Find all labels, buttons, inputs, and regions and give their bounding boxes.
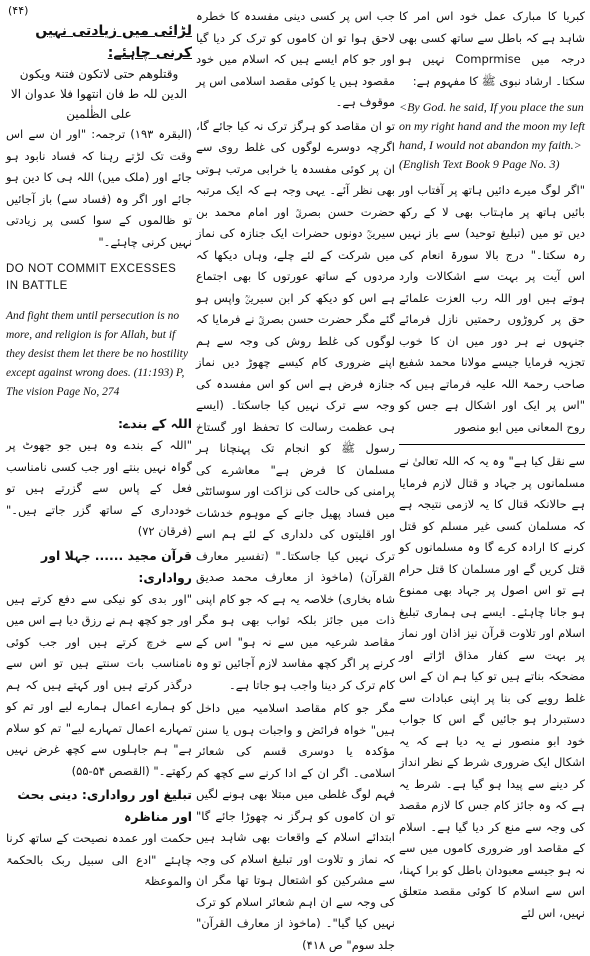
english-heading: DO NOT COMMIT EXCESSES IN BATTLE xyxy=(6,263,177,292)
english-quote: <By God. he said, If you place the sun on my right hand and the moon my left hand, I would not abandon my faith.> (English Text Book 9 Page No. 3) xyxy=(399,100,585,171)
left-paragraph-2: "اللہ کے بندے وہ ہیں جو جھوٹ پر گواہ نہیں بنتے اور جب کسی نامناسب فعل کے پاس سے گزرتے ہیں تو خودداری کے ساتھ گزر جاتے ہیں۔" (فرقان ۷۲) xyxy=(6,438,192,538)
left-paragraph-4: حکمت اور عمدہ نصیحت کے ساتھ کرنا چاہئے "ادع الی سبیل ربک بالحکمۃ والموعظۃ xyxy=(6,831,192,888)
middle-paragraph-3: مگر جو کام مقاصد اسلامیہ میں داخل ہیں" خواہ فرائض و واجبات ہوں یا سنن مؤکدہ یا دوسری قسم کی شعائر اسلامی۔ اگر ان کے ادا کرنے سے کچھ کم فہم لوگ غلطی میں مبتلا بھی ہونے لگیں تو ان کاموں کو ہرگز نہ چھوڑا جائے گا" ابتدائے اسلام کے واقعات بھی شاہد ہیں کہ نماز و تلاوت اور تبلیغ اسلام کی وجہ سے مشرکین کو اشتعال ہوتا تھا مگر ان کی وجہ سے ان اہم شعائر اسلام کو ترک نہیں کیا گیا"۔ (ماخوذ از معارف القرآن" جلد سوم" ص ۴۱۸) xyxy=(196,701,395,952)
right-column xyxy=(399,6,585,920)
page-number: (۴۴) xyxy=(8,4,29,17)
english-body: And fight them until persecution is no more, and religion is for Allah, but if they desist them let there be no hostility except against wrong does. (11:193) P, The vision Page No, 274 xyxy=(6,309,188,398)
middle-paragraph-2: تو ان مقاصد کو ہرگز ترک نہ کیا جائے گا، اگرچہ دوسرے لوگوں کی غلط روی سے ان پر کوئی مفسدہ یا خرابی مرتب ہوتی بھی نظر آئے۔ یہی وجہ ہے کہ ایک مرتبہ حضرت حسن بصریؒ اور امام محمد بن سیرینؒ دونوں حضرات ایک جنازہ کی نماز میں شرکت کے لئے چلے، وہاں دیکھا کہ مردوں کے ساتھ عورتوں کا بھی اجتماع ہے اس کو دیکھ کر ابن سیرینؒ واپس ہو گئے مگر حضرت حسن بصریؒ نے فرمایا کہ لوگوں کی غلط روش کی وجہ سے ہم اپنے ضروری کام کیسے چھوڑ دیں نماز جنازہ فرض ہے اس کو اس مفسدہ کی وجہ سے ترک نہیں کیا جاسکتا۔ (ایسے ہی عظمت رسالت کا تحفظ اور گستاخ رسول ﷺ کو انجام تک پہنچانا ہر مسلمان کا فرض ہے" معاشرے کی پرامنی کی حالت کی نزاکت اور سوسائٹی میں فساد پھیل جانے کے موہوم خدشات اور اقلیتوں کی دلداری کے لئے ہم اسے ترک نہیں کیا جاسکتا۔" (تفسیر معارف القرآن) (ماخوذ از معارف محمد صدیق شاہ بخاری) خلاصہ یہ ہے کہ جو کام اپنی ذات میں جائز بلکہ ثواب بھی ہو مگر مقاصد شرعیہ میں سے نہ ہو" اس کے کرنے پر اگر کچھ مفاسد لازم آجائیں تو وہ کام ترک کر دینا واجب ہو جاتا ہے۔ xyxy=(196,118,395,692)
right-paragraph-1: کبریا کا مبارک عمل خود اس امر کا شاہد ہے کہ باطل سے ساتھ کسی بھی درجہ میں Comprmise نہیں ہو سکتا۔ ارشاد نبوی ﷺ کا مفہوم ہے: xyxy=(399,9,585,88)
section-heading-servants: اللہ کے بندے: xyxy=(117,416,192,431)
left-column xyxy=(6,6,192,888)
column-divider xyxy=(399,444,585,445)
section-heading-battle: لڑائی میں زیادتی نہیں کرنی چاہئے: xyxy=(35,23,192,61)
middle-paragraph-1: جب اس پر کسی دینی مفسدہ کا خطرہ لاحق ہوا تو ان کاموں کو ترک کر دیا گیا اور جو کام ایسے ہیں کہ اسلام میں خود مقصود ہیں یا کوئی مقصد اسلامی اس پر موقوف ہے۔ xyxy=(196,9,395,109)
right-paragraph-3: سے نقل کیا ہے" وہ یہ کہ اللہ تعالیٰ نے مسلمانوں پر جہاد و قتال لازم فرمایا ہے حالانکہ قتال کا یہ لازمی نتیجہ ہے کہ مسلمان کسی غیر مسلم کو قتل کرنے کا ارادہ کرے گا وہ مسلمانوں کو قتل کریں گے اور مسلمان کا قتل حرام ہے تو اس اصول پر جہاد بھی ممنوع ہو جانا چاہئے۔ ایسے ہی ہماری تبلیغ اسلام اور تلاوت قرآن نیز اذان اور نماز پر بہت سے کفار مذاق اڑاتے اور مضحکہ بناتے ہیں تو کیا ہم ان کے اس غلط رویے کی بنا پر اپنی عبادات سے دستبردار ہو جائیں گے اس کا جواب خود ابو منصور نے یہ دیا ہے کہ یہ اشکال ایک ضروری شرط کے نظر انداز کر دینے سے پیدا ہو گیا ہے۔ شرط یہ ہے کہ وہ جائز کام جس کا لازم مقصد کی وجہ سے منع کر دیا گیا ہے۔ اسلام کے مقاصد اور ضروری کاموں میں سے نہ ہو جیسے معبودان باطل کو برا کہنا، اس سے اسلام کا کوئی مقصد متعلق نہیں، اس لئے xyxy=(399,454,585,920)
right-paragraph-2: "اگر لوگ میرے دائیں ہاتھ پر آفتاب اور بائیں ہاتھ پر ماہتاب بھی لا کے رکھ دیں تو میں (تبلیغ توحید) سے باز نہیں رہ سکتا۔" درج بالا سورۃ انعام کی اس آیت پر بہت سے اشکالات وارد ہوتے ہیں اور اللہ رب العزت علمائے حق پر کروڑوں رحمتیں نازل فرمائے جنہوں نے ہر دور میں ان کا خوب تجزیہ فرمایا جیسے مولانا محمد شفیع صاحب رحمۃ اللہ علیہ فرماتے ہیں کہ "اس پر ایک اور اشکال ہے جس کو روح المعانی میں ابو منصور xyxy=(399,183,585,434)
middle-column xyxy=(196,6,395,952)
left-paragraph-1: (البقرہ ۱۹۳) ترجمہ: "اور ان سے اس وقت تک لڑتے رہنا کہ فساد نابود ہو جائے اور (ملک میں) اللہ ہی کا دین ہو جائے اور اگر وہ (فساد سے) باز آجائیں تو ظالموں کے سوا کسی پر زیادتی نہیں کرنی چاہئے۔" xyxy=(6,127,192,249)
left-paragraph-3: "اور بدی کو نیکی سے دفع کرتے ہیں اور جو کچھ ہم نے رزق دیا ہے اس میں سے خرچ کرتے ہیں اور جب کوئی نامناسب بات سنتے ہیں تو اس سے درگذر کرتے ہیں اور کہتے ہیں کہ ہم کو ہمارے اعمال ہمارے لیے اور تم کو تمہارے اعمال تمہارے لیے" تم کو سلام ہے" ہم جاہلوں سے کچھ غرض نہیں رکھتے۔" (القصص ۵۴-۵۵) xyxy=(6,591,192,778)
section-heading-preaching: تبلیغ اور رواداری: دینی بحث اور مناظرہ xyxy=(17,787,192,824)
section-heading-quran-tolerance: قرآن مجید ...... جہلا اور رواداری: xyxy=(41,547,192,585)
arabic-verse: وقتلوھم حتی لاتکون فتنۃ ویکون الدین للہ ط فان انتھوا فلا عدوان الا علی الظٰلمین xyxy=(10,67,188,121)
